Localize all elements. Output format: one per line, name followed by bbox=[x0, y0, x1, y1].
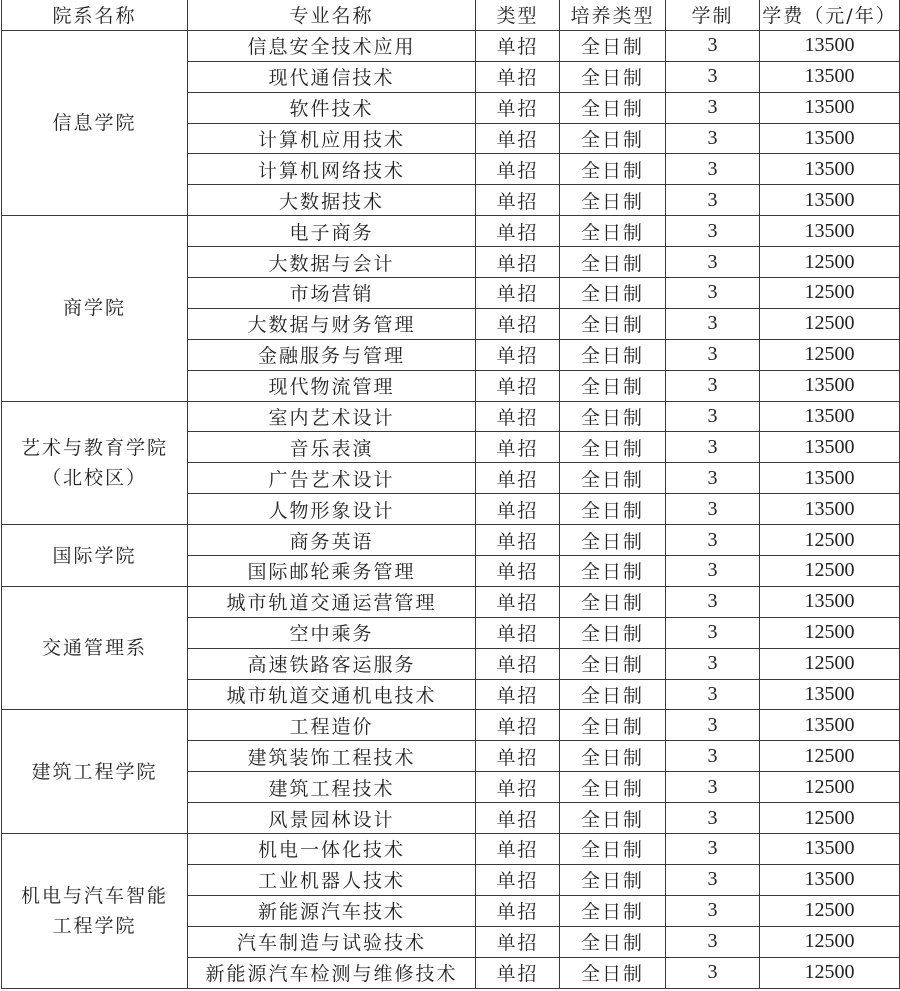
training-type: 全日制 bbox=[560, 648, 666, 679]
duration: 3 bbox=[666, 401, 760, 432]
major-name: 机电一体化技术 bbox=[188, 834, 476, 865]
major-name: 室内艺术设计 bbox=[188, 401, 476, 432]
duration: 3 bbox=[666, 339, 760, 370]
duration: 3 bbox=[666, 803, 760, 834]
program-type: 单招 bbox=[476, 648, 560, 679]
program-type: 单招 bbox=[476, 710, 560, 741]
program-type: 单招 bbox=[476, 61, 560, 92]
training-type: 全日制 bbox=[560, 710, 666, 741]
header-duration: 学制 bbox=[666, 0, 760, 30]
training-type: 全日制 bbox=[560, 741, 666, 772]
major-name: 新能源汽车检测与维修技术 bbox=[188, 957, 476, 988]
training-type: 全日制 bbox=[560, 432, 666, 463]
program-type: 单招 bbox=[476, 92, 560, 123]
training-type: 全日制 bbox=[560, 957, 666, 988]
major-name: 金融服务与管理 bbox=[188, 339, 476, 370]
major-name: 建筑工程技术 bbox=[188, 772, 476, 803]
program-type: 单招 bbox=[476, 432, 560, 463]
duration: 3 bbox=[666, 123, 760, 154]
program-type: 单招 bbox=[476, 525, 560, 556]
program-type: 单招 bbox=[476, 308, 560, 339]
major-name: 工业机器人技术 bbox=[188, 864, 476, 895]
table-row bbox=[2, 401, 900, 432]
college-name: 交通管理系 bbox=[2, 586, 188, 710]
table-row bbox=[2, 216, 900, 247]
training-type: 全日制 bbox=[560, 92, 666, 123]
major-name: 空中乘务 bbox=[188, 617, 476, 648]
duration: 3 bbox=[666, 895, 760, 926]
header-tuition: 学费（元/年） bbox=[760, 0, 900, 30]
duration: 3 bbox=[666, 525, 760, 556]
major-name: 城市轨道交通机电技术 bbox=[188, 679, 476, 710]
major-name: 大数据与财务管理 bbox=[188, 308, 476, 339]
program-type: 单招 bbox=[476, 247, 560, 278]
major-name: 工程造价 bbox=[188, 710, 476, 741]
training-type: 全日制 bbox=[560, 895, 666, 926]
tuition-fee: 12500 bbox=[760, 895, 900, 926]
training-type: 全日制 bbox=[560, 586, 666, 617]
training-type: 全日制 bbox=[560, 278, 666, 309]
header-college: 院系名称 bbox=[2, 0, 188, 30]
training-type: 全日制 bbox=[560, 525, 666, 556]
major-name: 商务英语 bbox=[188, 525, 476, 556]
training-type: 全日制 bbox=[560, 30, 666, 61]
college-name: 建筑工程学院 bbox=[2, 710, 188, 834]
training-type: 全日制 bbox=[560, 216, 666, 247]
major-name: 城市轨道交通运营管理 bbox=[188, 586, 476, 617]
duration: 3 bbox=[666, 772, 760, 803]
duration: 3 bbox=[666, 154, 760, 185]
training-type: 全日制 bbox=[560, 803, 666, 834]
training-type: 全日制 bbox=[560, 864, 666, 895]
tuition-fee: 13500 bbox=[760, 586, 900, 617]
training-type: 全日制 bbox=[560, 339, 666, 370]
major-name: 大数据技术 bbox=[188, 185, 476, 216]
major-name: 现代通信技术 bbox=[188, 61, 476, 92]
table-body bbox=[2, 30, 900, 988]
tuition-fee: 13500 bbox=[760, 61, 900, 92]
tuition-fee: 12500 bbox=[760, 648, 900, 679]
header-row bbox=[2, 0, 900, 30]
major-name: 风景园林设计 bbox=[188, 803, 476, 834]
program-type: 单招 bbox=[476, 586, 560, 617]
training-type: 全日制 bbox=[560, 834, 666, 865]
header-training-type: 培养类型 bbox=[560, 0, 666, 30]
college-name: 国际学院 bbox=[2, 525, 188, 587]
tuition-fee: 13500 bbox=[760, 401, 900, 432]
program-type: 单招 bbox=[476, 185, 560, 216]
duration: 3 bbox=[666, 432, 760, 463]
program-type: 单招 bbox=[476, 895, 560, 926]
program-type: 单招 bbox=[476, 834, 560, 865]
major-name: 大数据与会计 bbox=[188, 247, 476, 278]
program-type: 单招 bbox=[476, 772, 560, 803]
college-name: 机电与汽车智能工程学院 bbox=[2, 834, 188, 988]
tuition-fee: 13500 bbox=[760, 185, 900, 216]
tuition-fee: 12500 bbox=[760, 926, 900, 957]
program-type: 单招 bbox=[476, 617, 560, 648]
tuition-fee: 12500 bbox=[760, 617, 900, 648]
tuition-fee: 12500 bbox=[760, 772, 900, 803]
training-type: 全日制 bbox=[560, 61, 666, 92]
tuition-fee: 13500 bbox=[760, 710, 900, 741]
tuition-fee: 12500 bbox=[760, 308, 900, 339]
duration: 3 bbox=[666, 61, 760, 92]
duration: 3 bbox=[666, 617, 760, 648]
training-type: 全日制 bbox=[560, 679, 666, 710]
training-type: 全日制 bbox=[560, 154, 666, 185]
duration: 3 bbox=[666, 679, 760, 710]
major-name: 汽车制造与试验技术 bbox=[188, 926, 476, 957]
program-type: 单招 bbox=[476, 556, 560, 587]
major-name: 国际邮轮乘务管理 bbox=[188, 556, 476, 587]
major-name: 市场营销 bbox=[188, 278, 476, 309]
training-type: 全日制 bbox=[560, 401, 666, 432]
duration: 3 bbox=[666, 957, 760, 988]
tuition-fee: 12500 bbox=[760, 556, 900, 587]
duration: 3 bbox=[666, 463, 760, 494]
major-name: 高速铁路客运服务 bbox=[188, 648, 476, 679]
duration: 3 bbox=[666, 710, 760, 741]
tuition-fee: 12500 bbox=[760, 247, 900, 278]
header-type: 类型 bbox=[476, 0, 560, 30]
program-type: 单招 bbox=[476, 741, 560, 772]
duration: 3 bbox=[666, 185, 760, 216]
training-type: 全日制 bbox=[560, 494, 666, 525]
duration: 3 bbox=[666, 864, 760, 895]
training-type: 全日制 bbox=[560, 123, 666, 154]
duration: 3 bbox=[666, 648, 760, 679]
program-type: 单招 bbox=[476, 803, 560, 834]
tuition-fee: 13500 bbox=[760, 370, 900, 401]
training-type: 全日制 bbox=[560, 772, 666, 803]
table-row bbox=[2, 834, 900, 865]
program-type: 单招 bbox=[476, 30, 560, 61]
program-type: 单招 bbox=[476, 154, 560, 185]
tuition-fee: 12500 bbox=[760, 803, 900, 834]
duration: 3 bbox=[666, 926, 760, 957]
major-name: 建筑装饰工程技术 bbox=[188, 741, 476, 772]
duration: 3 bbox=[666, 308, 760, 339]
major-name: 音乐表演 bbox=[188, 432, 476, 463]
program-type: 单招 bbox=[476, 216, 560, 247]
tuition-fee: 13500 bbox=[760, 30, 900, 61]
program-type: 单招 bbox=[476, 401, 560, 432]
college-name: 艺术与教育学院（北校区） bbox=[2, 401, 188, 525]
duration: 3 bbox=[666, 494, 760, 525]
tuition-table bbox=[1, 0, 900, 989]
program-type: 单招 bbox=[476, 957, 560, 988]
major-name: 电子商务 bbox=[188, 216, 476, 247]
major-name: 软件技术 bbox=[188, 92, 476, 123]
duration: 3 bbox=[666, 216, 760, 247]
duration: 3 bbox=[666, 834, 760, 865]
tuition-fee: 12500 bbox=[760, 741, 900, 772]
duration: 3 bbox=[666, 30, 760, 61]
training-type: 全日制 bbox=[560, 926, 666, 957]
program-type: 单招 bbox=[476, 926, 560, 957]
program-type: 单招 bbox=[476, 463, 560, 494]
major-name: 人物形象设计 bbox=[188, 494, 476, 525]
tuition-fee: 13500 bbox=[760, 123, 900, 154]
tuition-fee: 13500 bbox=[760, 494, 900, 525]
tuition-fee: 13500 bbox=[760, 463, 900, 494]
program-type: 单招 bbox=[476, 123, 560, 154]
duration: 3 bbox=[666, 278, 760, 309]
training-type: 全日制 bbox=[560, 308, 666, 339]
training-type: 全日制 bbox=[560, 247, 666, 278]
table-row bbox=[2, 710, 900, 741]
tuition-fee: 12500 bbox=[760, 278, 900, 309]
table-row bbox=[2, 525, 900, 556]
header-major: 专业名称 bbox=[188, 0, 476, 30]
major-name: 信息安全技术应用 bbox=[188, 30, 476, 61]
program-type: 单招 bbox=[476, 494, 560, 525]
table-row bbox=[2, 30, 900, 61]
tuition-fee: 13500 bbox=[760, 864, 900, 895]
tuition-fee: 13500 bbox=[760, 216, 900, 247]
tuition-fee: 12500 bbox=[760, 525, 900, 556]
duration: 3 bbox=[666, 247, 760, 278]
major-name: 广告艺术设计 bbox=[188, 463, 476, 494]
major-name: 计算机网络技术 bbox=[188, 154, 476, 185]
tuition-fee: 13500 bbox=[760, 679, 900, 710]
training-type: 全日制 bbox=[560, 556, 666, 587]
tuition-fee: 13500 bbox=[760, 834, 900, 865]
training-type: 全日制 bbox=[560, 185, 666, 216]
tuition-fee: 12500 bbox=[760, 339, 900, 370]
program-type: 单招 bbox=[476, 864, 560, 895]
duration: 3 bbox=[666, 741, 760, 772]
tuition-fee: 13500 bbox=[760, 92, 900, 123]
table-row bbox=[2, 586, 900, 617]
program-type: 单招 bbox=[476, 370, 560, 401]
duration: 3 bbox=[666, 556, 760, 587]
college-name: 商学院 bbox=[2, 216, 188, 401]
duration: 3 bbox=[666, 586, 760, 617]
training-type: 全日制 bbox=[560, 370, 666, 401]
major-name: 新能源汽车技术 bbox=[188, 895, 476, 926]
program-type: 单招 bbox=[476, 339, 560, 370]
major-name: 计算机应用技术 bbox=[188, 123, 476, 154]
training-type: 全日制 bbox=[560, 617, 666, 648]
program-type: 单招 bbox=[476, 278, 560, 309]
duration: 3 bbox=[666, 92, 760, 123]
program-type: 单招 bbox=[476, 679, 560, 710]
duration: 3 bbox=[666, 370, 760, 401]
tuition-fee: 13500 bbox=[760, 432, 900, 463]
training-type: 全日制 bbox=[560, 463, 666, 494]
tuition-fee: 12500 bbox=[760, 957, 900, 988]
tuition-fee: 13500 bbox=[760, 154, 900, 185]
college-name: 信息学院 bbox=[2, 30, 188, 215]
major-name: 现代物流管理 bbox=[188, 370, 476, 401]
